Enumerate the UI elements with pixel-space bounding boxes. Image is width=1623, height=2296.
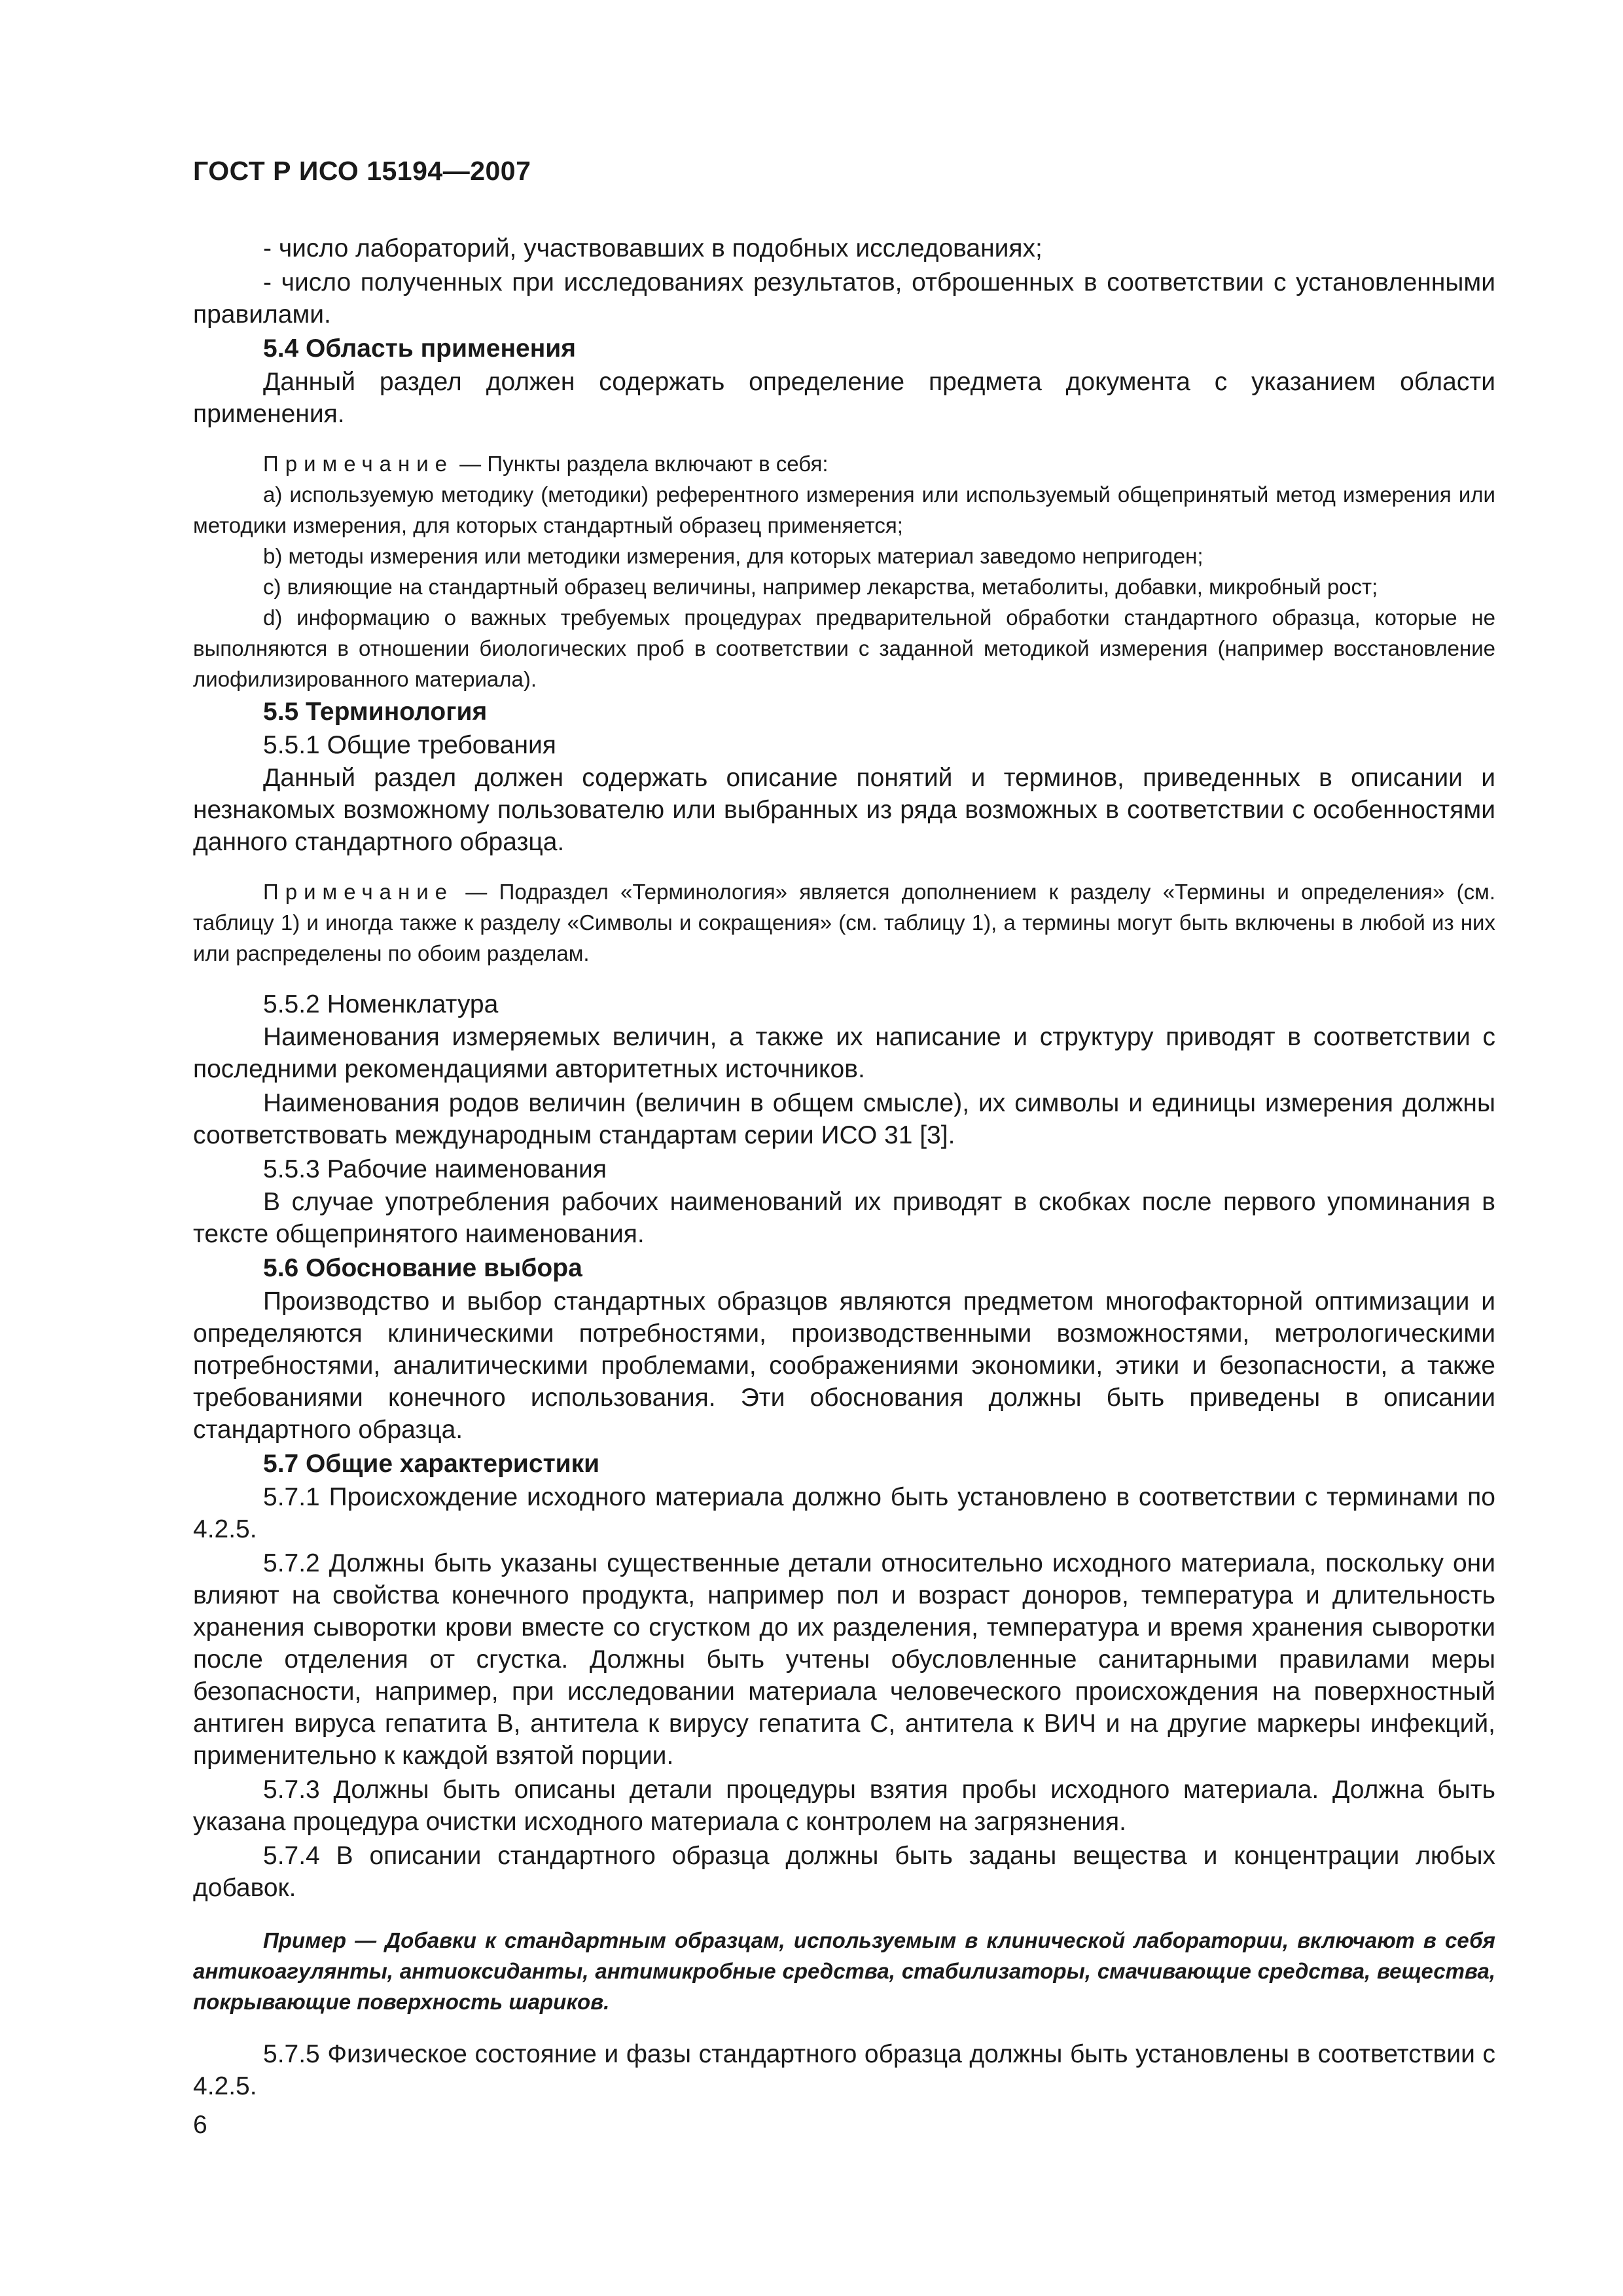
section-5-5-2-heading: 5.5.2 Номенклатура [263, 990, 499, 1018]
note-label: Примечание [263, 452, 454, 476]
section-5-5-2-paragraph-2: Наименования родов величин (величин в общем смысле), их символы и единицы измерения должны соответствовать международным стандартам серии ИСО 31 [3]. [193, 1089, 1495, 1149]
section-5-5-1-text: Данный раздел должен содержать описание понятий и терминов, приведенных в описании и незнакомых возможному пользователю или выбранных из ряда возможных в соответствии с особенностями данного стандартного образца. [193, 764, 1495, 856]
note-label: Примечание [263, 880, 454, 904]
section-5-4-note-item-b: b) методы измерения или методики измерения, для которых материал заведомо непригоден; [263, 544, 1204, 568]
section-5-5-3-text: В случае употребления рабочих наименований их приводят в скобках после первого упоминания в тексте общепринятого наименования. [193, 1188, 1495, 1248]
section-5-4-note-item-c: c) влияющие на стандартный образец величины, например лекарства, метаболиты, добавки, микробный рост; [263, 575, 1378, 599]
section-5-5-heading: 5.5 Терминология [263, 698, 488, 726]
section-5-4-note-intro [193, 448, 1495, 479]
section-5-7-2-text: 5.7.2 Должны быть указаны существенные детали относительно исходного материала, поскольку они влияют на свойства конечного продукта, например пол и возраст доноров, температура и длительность хранения сыворотки крови вместе со сгустком до их разделения, температура и время хранения сыворотки после отделения от сгустка. Должны быть учтены обусловленные санитарными правилами меры безопасности, например, при исследовании материала человеческого происхождения на поверхностный антиген вируса гепатита В, антитела к вирусу гепатита С, антитела к ВИЧ и на другие маркеры инфекций, применительно к каждой взятой порции. [193, 1549, 1495, 1770]
section-5-4-note-item-d: d) информацию о важных требуемых процедурах предварительной обработки стандартного образца, которые не выполняются в отношении биологических проб в соответствии с заданной методикой измерения (например восстановление лиофилизированного материала). [193, 605, 1495, 691]
section-5-4-heading: 5.4 Область применения [263, 334, 576, 363]
document-title: ГОСТ Р ИСО 15194—2007 [193, 156, 531, 186]
page-number: 6 [193, 2111, 207, 2139]
section-5-7-heading: 5.7 Общие характеристики [263, 1450, 600, 1478]
note-text: — Пункты раздела включают в себя: [454, 452, 829, 476]
intro-item-1: - число лабораторий, участвовавших в подобных исследованиях; [263, 234, 1043, 262]
section-5-7-4-example: Пример — Добавки к стандартным образцам, используемым в клинической лаборатории, включают в себя антикоагулянты, антиоксиданты, антимикробные средства, стабилизаторы, смачивающие средства, вещества, покрывающие поверхность шариков. [193, 1928, 1495, 2014]
section-5-7-5-text: 5.7.5 Физическое состояние и фазы стандартного образца должны быть установлены в соответствии с 4.2.5. [193, 2040, 1495, 2100]
note-text: — Подраздел «Терминология» является дополнением к разделу «Термины и определения» (см. таблицу 1) и иногда также к разделу «Символы и сокращения» (см. таблицу 1), а термины могут быть включены в любой из них или распределены по обоим разделам. [193, 880, 1495, 965]
section-5-5-1-note [193, 876, 1495, 969]
section-5-7-3-text: 5.7.3 Должны быть описаны детали процедуры взятия пробы исходного материала. Должна быть указана процедура очистки исходного материала с контролем на загрязнения. [193, 1776, 1495, 1836]
section-5-4-text: Данный раздел должен содержать определение предмета документа с указанием области применения. [193, 368, 1495, 428]
section-5-7-4-text: 5.7.4 В описании стандартного образца должны быть заданы вещества и концентрации любых добавок. [193, 1842, 1495, 1902]
section-5-7-1-text: 5.7.1 Происхождение исходного материала должно быть установлено в соответствии с терминами по 4.2.5. [193, 1483, 1495, 1543]
section-5-6-heading: 5.6 Обоснование выбора [263, 1254, 582, 1282]
section-5-6-text: Производство и выбор стандартных образцов являются предметом многофакторной оптимизации и определяются клиническими потребностями, производственными возможностями, метрологическими потребностями, аналитическими проблемами, соображениями экономики, этики и безопасности, а также требованиями конечного использования. Эти обоснования должны быть приведены в описании стандартного образца. [193, 1287, 1495, 1444]
section-5-5-1-heading: 5.5.1 Общие требования [263, 731, 556, 759]
page-body [193, 232, 1495, 2104]
section-5-4-note-item-a: a) используемую методику (методики) референтного измерения или используемый общепринятый метод измерения или методики измерения, для которых стандартный образец применяется; [193, 482, 1495, 537]
intro-item-2: - число полученных при исследованиях результатов, отброшенных в соответствии с установленными правилами. [193, 268, 1495, 329]
section-5-5-3-heading: 5.5.3 Рабочие наименования [263, 1155, 607, 1183]
section-5-5-2-paragraph-1: Наименования измеряемых величин, а также их написание и структуру приводят в соответствии с последними рекомендациями авторитетных источников. [193, 1023, 1495, 1083]
